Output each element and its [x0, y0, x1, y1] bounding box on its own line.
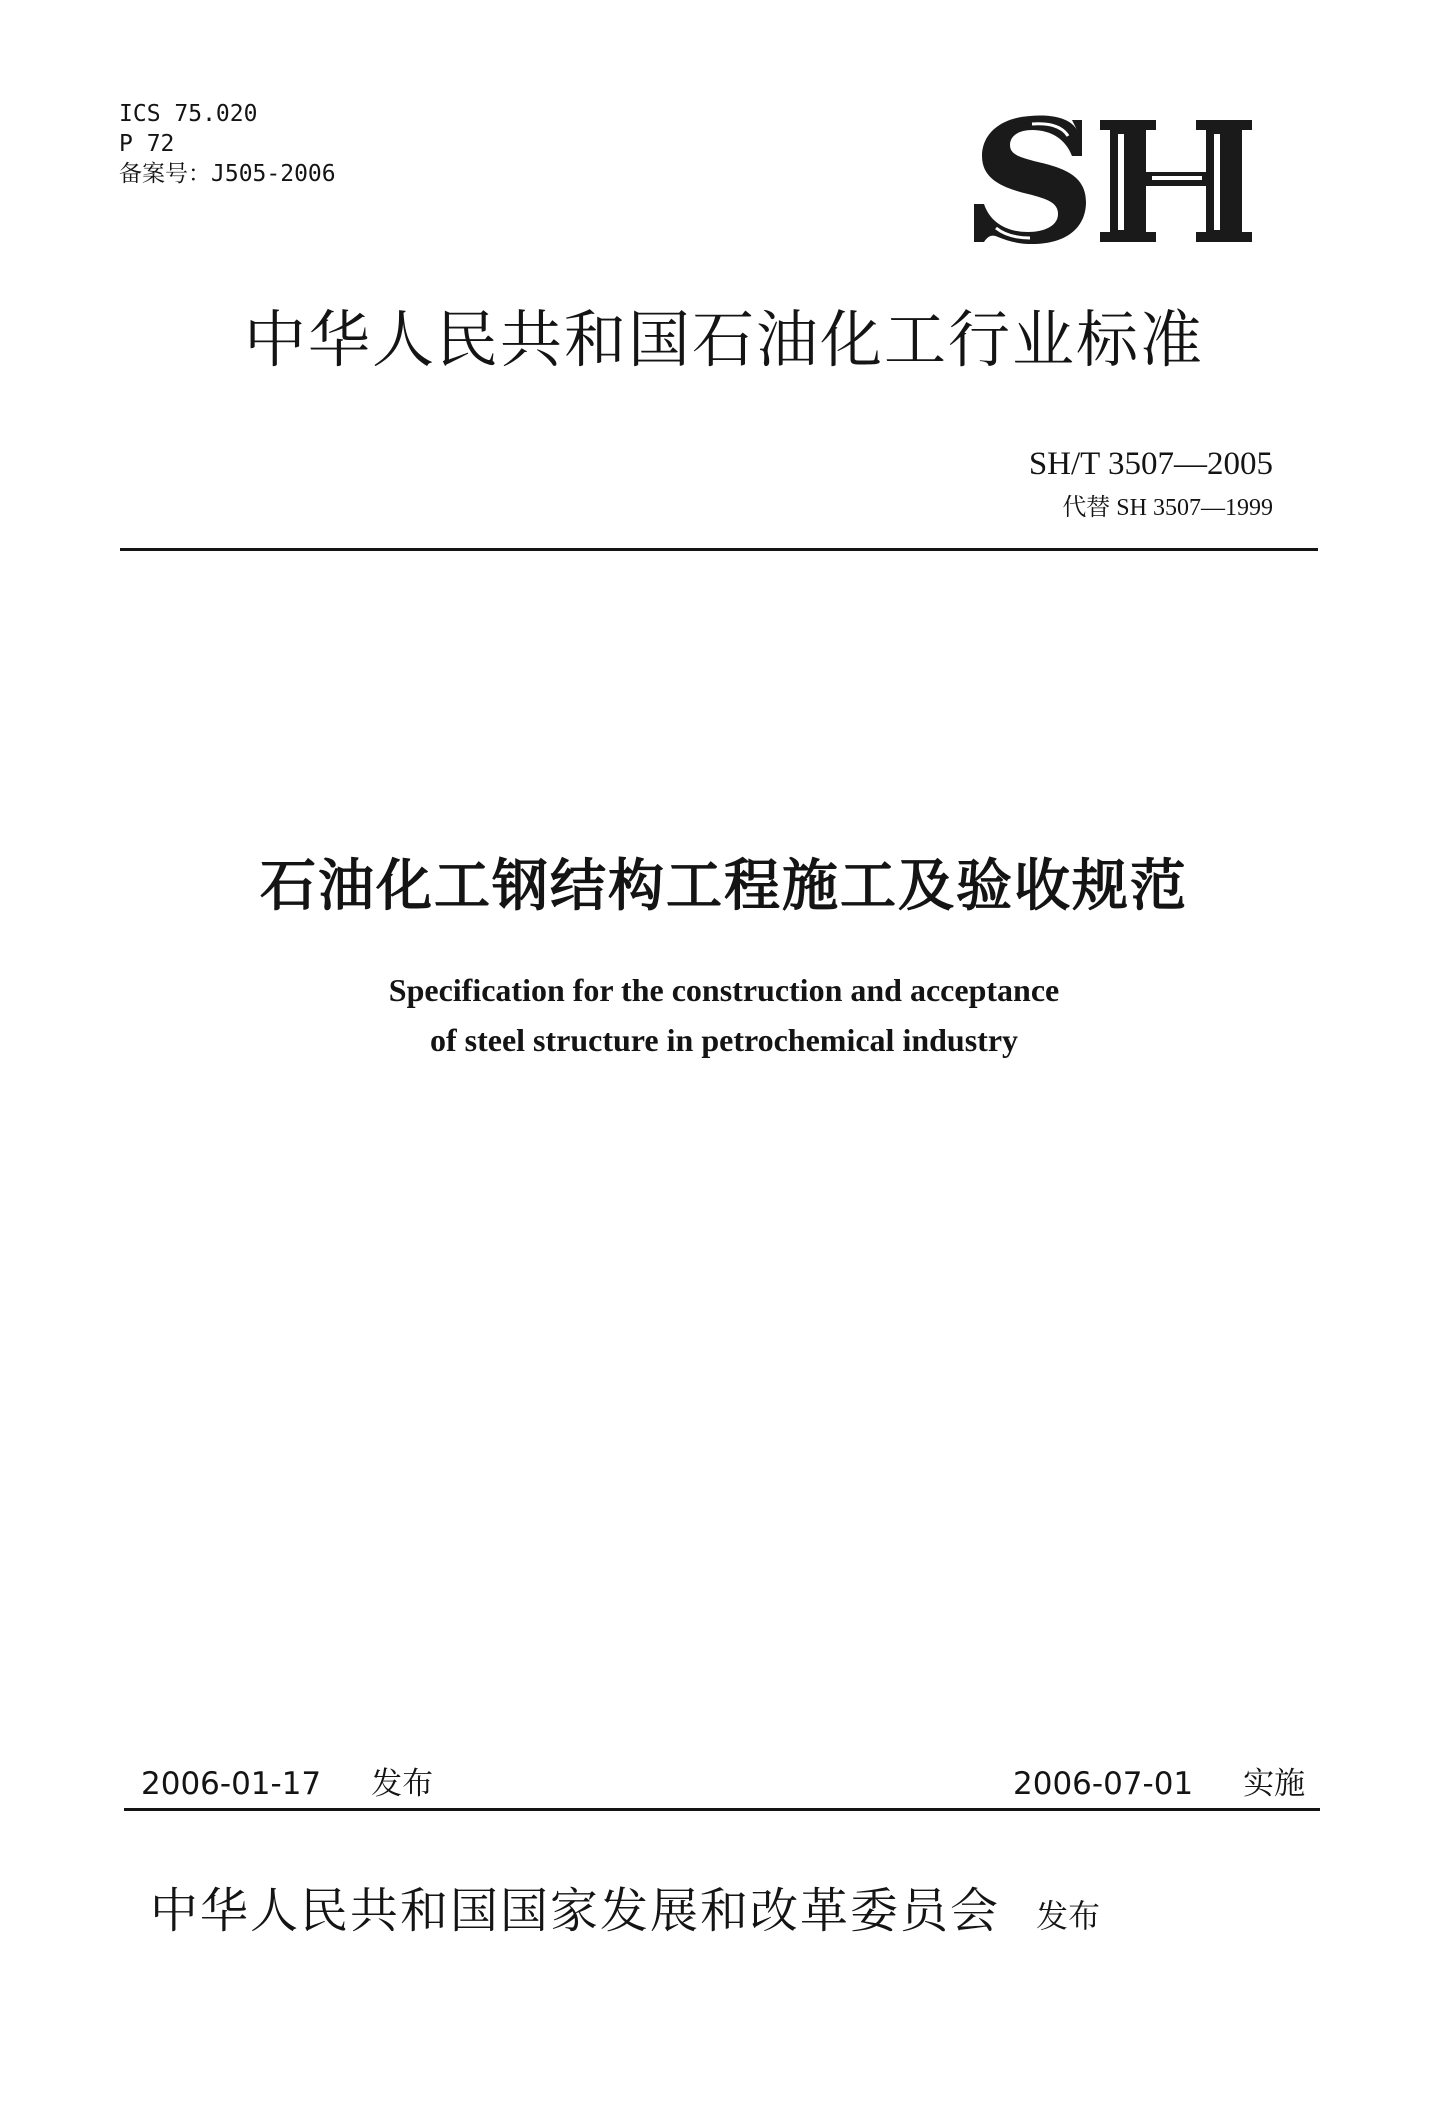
standard-number: SH/T 3507—2005: [1028, 446, 1273, 482]
replaces-standard: 代替 SH 3507—1999: [1062, 495, 1273, 521]
effective-date: 2006-07-01: [1013, 1766, 1194, 1802]
document-title-english-line2: of steel structure in petrochemical industry: [429, 1022, 1019, 1058]
ics-code: ICS 75.020: [119, 101, 258, 127]
effective-label: 实施: [1243, 1766, 1306, 1802]
publisher: [150, 1876, 1100, 1957]
document-title-chinese: 石油化工钢结构工程施工及验收规范: [260, 854, 1188, 919]
publisher-action: 发布: [1036, 1897, 1101, 1935]
effective-date-row: [1013, 1764, 1305, 1804]
issue-date-row: [141, 1764, 433, 1804]
top-divider: [120, 548, 1318, 551]
document-title-english-line1: Specification for the construction and acceptance: [388, 972, 1060, 1008]
record-number: 备案号：J505-2006: [119, 161, 336, 187]
issue-date: 2006-01-17: [141, 1766, 322, 1802]
classification-code: P 72: [119, 131, 175, 157]
issue-label: 发布: [371, 1766, 434, 1802]
standard-series-title: 中华人民共和国石油化工行业标准: [243, 303, 1204, 376]
bottom-divider: [124, 1808, 1320, 1811]
sh-logo: [960, 110, 1260, 250]
publisher-name: 中华人民共和国国家发展和改革委员会: [150, 1883, 1001, 1939]
